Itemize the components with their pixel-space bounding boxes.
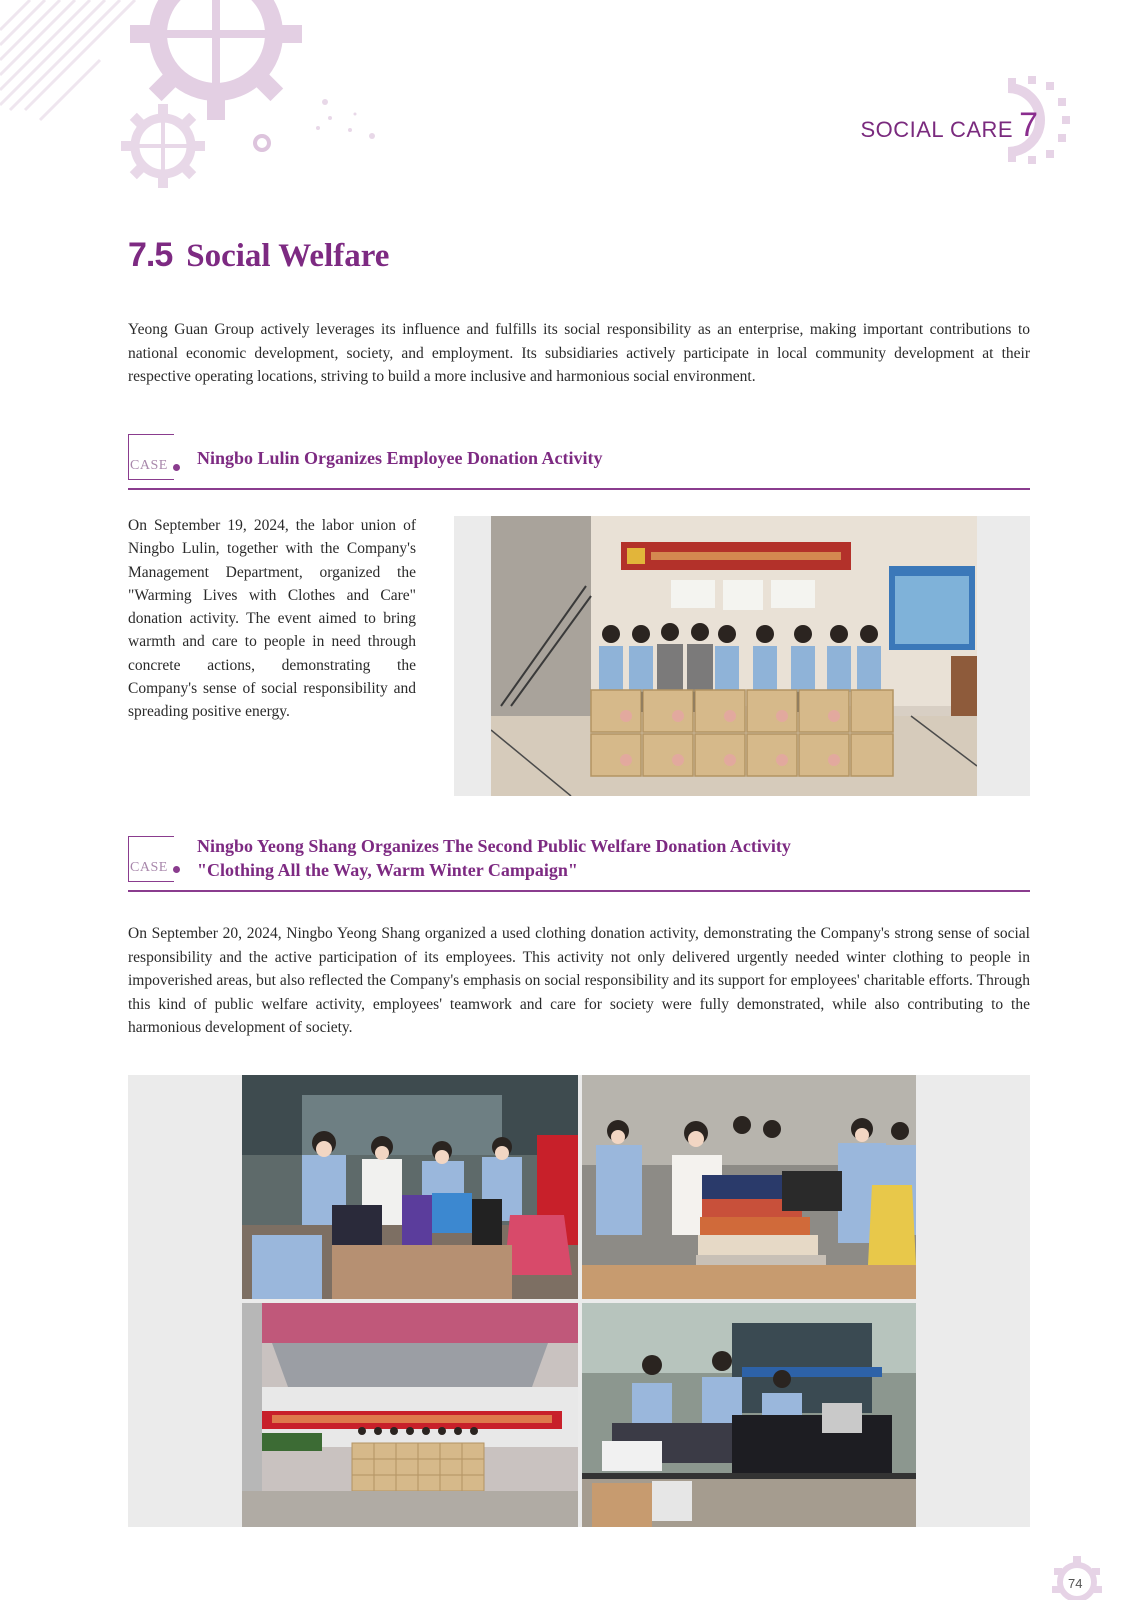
chapter-label: SOCIAL CARE bbox=[860, 117, 1014, 142]
case-dot-icon bbox=[173, 866, 180, 873]
case-body: On September 20, 2024, Ningbo Yeong Shang organized a used clothing donation activity, demonstrating the Company's strong sense of social responsibility and the active participation of its employees. This activity not only delivered urgently needed winter clothing to people in impoverished areas, but also reflected the Company's emphasis on social responsibility and its support for employees' charitable efforts. Through this kind of public welfare activity, employees' teamwork and care for society were fully demonstrated, while also contributing to the harmonious development of society. bbox=[128, 925, 1030, 1036]
donation-group-photo bbox=[491, 516, 977, 796]
clothing-sorting-photo bbox=[242, 1075, 578, 1299]
section-number: 7.5 bbox=[128, 236, 173, 274]
donation-boxes-entrance-photo bbox=[242, 1303, 578, 1527]
section-intro: Yeong Guan Group actively leverages its influence and fulfills its social responsibility as an enterprise, making important contributions to national economic development, society, and employment. Its subsidiaries actively participate in local community development at their respective operating locations, striving to build a more inclusive and harmonious social environment. bbox=[128, 321, 1030, 385]
chapter-number: 7 bbox=[1019, 106, 1038, 144]
chapter-header bbox=[860, 108, 1038, 142]
case-label: CASE bbox=[130, 860, 168, 875]
case-title-line: Ningbo Lulin Organizes Employee Donation Activity bbox=[197, 448, 603, 468]
section-title-text: Social Welfare bbox=[186, 238, 390, 274]
case-title-line: "Clothing All the Way, Warm Winter Campaign" bbox=[197, 860, 578, 880]
case-body: On September 19, 2024, the labor union of Ningbo Lulin, together with the Company's Management Department, organized the "Warming Lives with Clothes and Care" donation activity. The event aimed to bring warmth and care to people in need through concrete actions, demonstrating the Company's sense of social responsibility and spreading positive energy. bbox=[128, 517, 416, 721]
case-divider bbox=[128, 890, 1030, 892]
case-divider bbox=[128, 488, 1030, 490]
case-label: CASE bbox=[130, 458, 168, 473]
stripe-pattern-icon bbox=[0, 0, 135, 120]
case-title-line: Ningbo Yeong Shang Organizes The Second Public Welfare Donation Activity bbox=[197, 836, 791, 856]
section-title bbox=[128, 236, 389, 275]
page-number: 74 bbox=[1068, 1576, 1083, 1591]
header-decoration bbox=[0, 0, 420, 200]
clothing-table-photo bbox=[582, 1303, 916, 1527]
case-title bbox=[197, 446, 603, 470]
case-dot-icon bbox=[173, 464, 180, 471]
clothing-pile-photo bbox=[582, 1075, 916, 1299]
case-title bbox=[197, 834, 791, 882]
